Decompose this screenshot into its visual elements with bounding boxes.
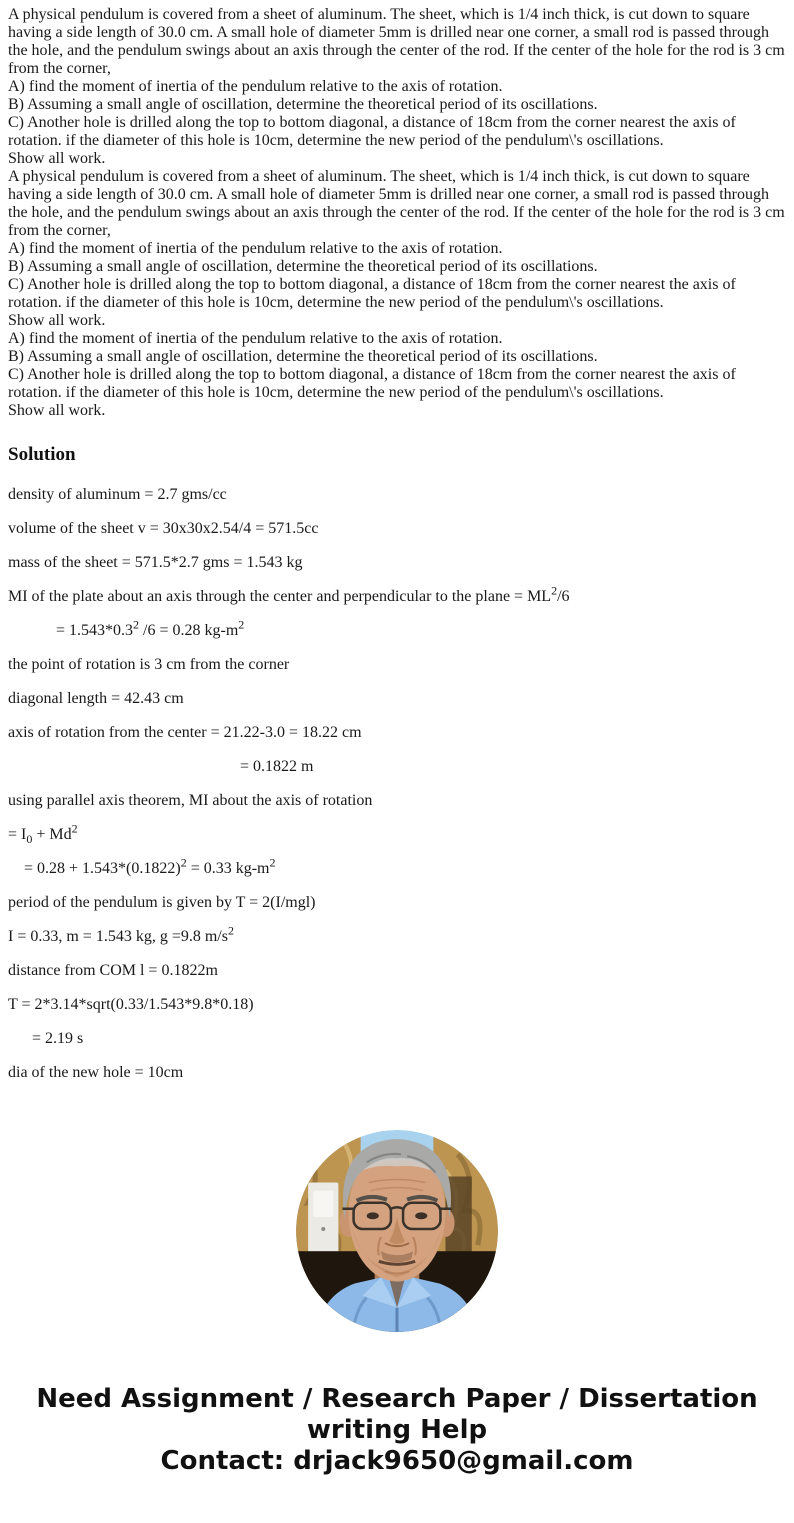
footer-line-1: Need Assignment / Research Paper / Dissertation (36, 1384, 758, 1414)
footer-banner (8, 1384, 786, 1503)
problem-show-work-repeat-2: Show all work. (8, 402, 106, 419)
solution-body (8, 486, 786, 1082)
solution-line: period of the pendulum is given by T = 2(I/mgl) (8, 894, 316, 911)
problem-show-work: Show all work. (8, 150, 106, 167)
solution-line: MI of the plate about an axis through the center and perpendicular to the plane = $ML^2/6$ (8, 583, 570, 605)
problem-part-b-repeat: B) Assuming a small angle of oscillation, determine the theoretical period of its oscillations. (8, 258, 598, 275)
solution-line: the point of rotation is 3 cm from the corner (8, 656, 290, 673)
problem-part-c-repeat-2: C) Another hole is drilled along the top to bottom diagonal, a distance of 18cm from the corner nearest the axis of rotation. if the diameter of this hole is 10cm, determine the new period of the pendulum\'s oscillations. (8, 366, 736, 401)
avatar-container (8, 1130, 786, 1332)
problem-part-b: B) Assuming a small angle of oscillation, determine the theoretical period of its oscillations. (8, 96, 598, 113)
solution-line: diagonal length = 42.43 cm (8, 690, 184, 707)
problem-part-c: C) Another hole is drilled along the top to bottom diagonal, a distance of 18cm from the corner nearest the axis of rotation. if the diameter of this hole is 10cm, determine the new period of the pendulum\'s oscillations. (8, 114, 736, 149)
problem-show-work-repeat: Show all work. (8, 312, 106, 329)
problem-part-a-repeat-2: A) find the moment of inertia of the pendulum relative to the axis of rotation. (8, 330, 503, 347)
solution-line: mass of the sheet = 571.5*2.7 gms = 1.543 kg (8, 554, 303, 571)
solution-line: density of aluminum = 2.7 gms/cc (8, 486, 227, 503)
problem-part-b-repeat-2: B) Assuming a small angle of oscillation, determine the theoretical period of its oscillations. (8, 348, 598, 365)
solution-line: = $I_0 + Md^2$ (8, 821, 78, 847)
problem-statement-repeat: A physical pendulum is covered from a sheet of aluminum. The sheet, which is 1/4 inch thick, is cut down to square having a side length of 30.0 cm. A small hole of diameter 5mm is drilled near one corner, a small rod is passed through the hole, and the pendulum swings about an axis through the center of the rod. If the center of the hole for the rod is 3 cm from the corner, (8, 168, 785, 239)
solution-heading: Solution (8, 444, 76, 465)
solution-line: I = 0.33, m = 1.543 kg, g =9.8 $m/s^2$ (8, 923, 234, 945)
solution-line: dia of the new hole = 10cm (8, 1064, 184, 1081)
problem-part-c-repeat: C) Another hole is drilled along the top to bottom diagonal, a distance of 18cm from the corner nearest the axis of rotation. if the diameter of this hole is 10cm, determine the new period of the pendulum\'s oscillations. (8, 276, 736, 311)
solution-line: axis of rotation from the center = 21.22-3.0 = 18.22 cm (8, 724, 362, 741)
problem-statement: A physical pendulum is covered from a sheet of aluminum. The sheet, which is 1/4 inch thick, is cut down to square having a side length of 30.0 cm. A small hole of diameter 5mm is drilled near one corner, a small rod is passed through the hole, and the pendulum swings about an axis through the center of the rod. If the center of the hole for the rod is 3 cm from the corner, (8, 6, 785, 77)
solution-line: = 0.1822 m (240, 758, 314, 775)
footer-contact-email: Contact: drjack9650@gmail.com (160, 1446, 634, 1476)
solution-line: = $0.28 + 1.543*(0.1822)^2 = 0.33$ $kg-m^2$ (24, 855, 276, 877)
footer-line-2: writing Help (306, 1415, 488, 1445)
problem-part-a-repeat: A) find the moment of inertia of the pendulum relative to the axis of rotation. (8, 240, 503, 257)
avatar-image (296, 1130, 498, 1332)
solution-line: volume of the sheet v = 30x30x2.54/4 = 571.5cc (8, 520, 319, 537)
solution-line: T = 2*3.14*sqrt(0.33/1.543*9.8*0.18) (8, 996, 254, 1013)
solution-line: = 2.19 s (32, 1030, 84, 1047)
problem-part-a: A) find the moment of inertia of the pendulum relative to the axis of rotation. (8, 78, 503, 95)
problem-text-block (8, 6, 786, 420)
solution-line: = $1.543*0.3^2$ /6 = 0.28 $kg-m^2$ (56, 617, 245, 639)
solution-line: using parallel axis theorem, MI about the axis of rotation (8, 792, 373, 809)
solution-line: distance from COM l = 0.1822m (8, 962, 218, 979)
